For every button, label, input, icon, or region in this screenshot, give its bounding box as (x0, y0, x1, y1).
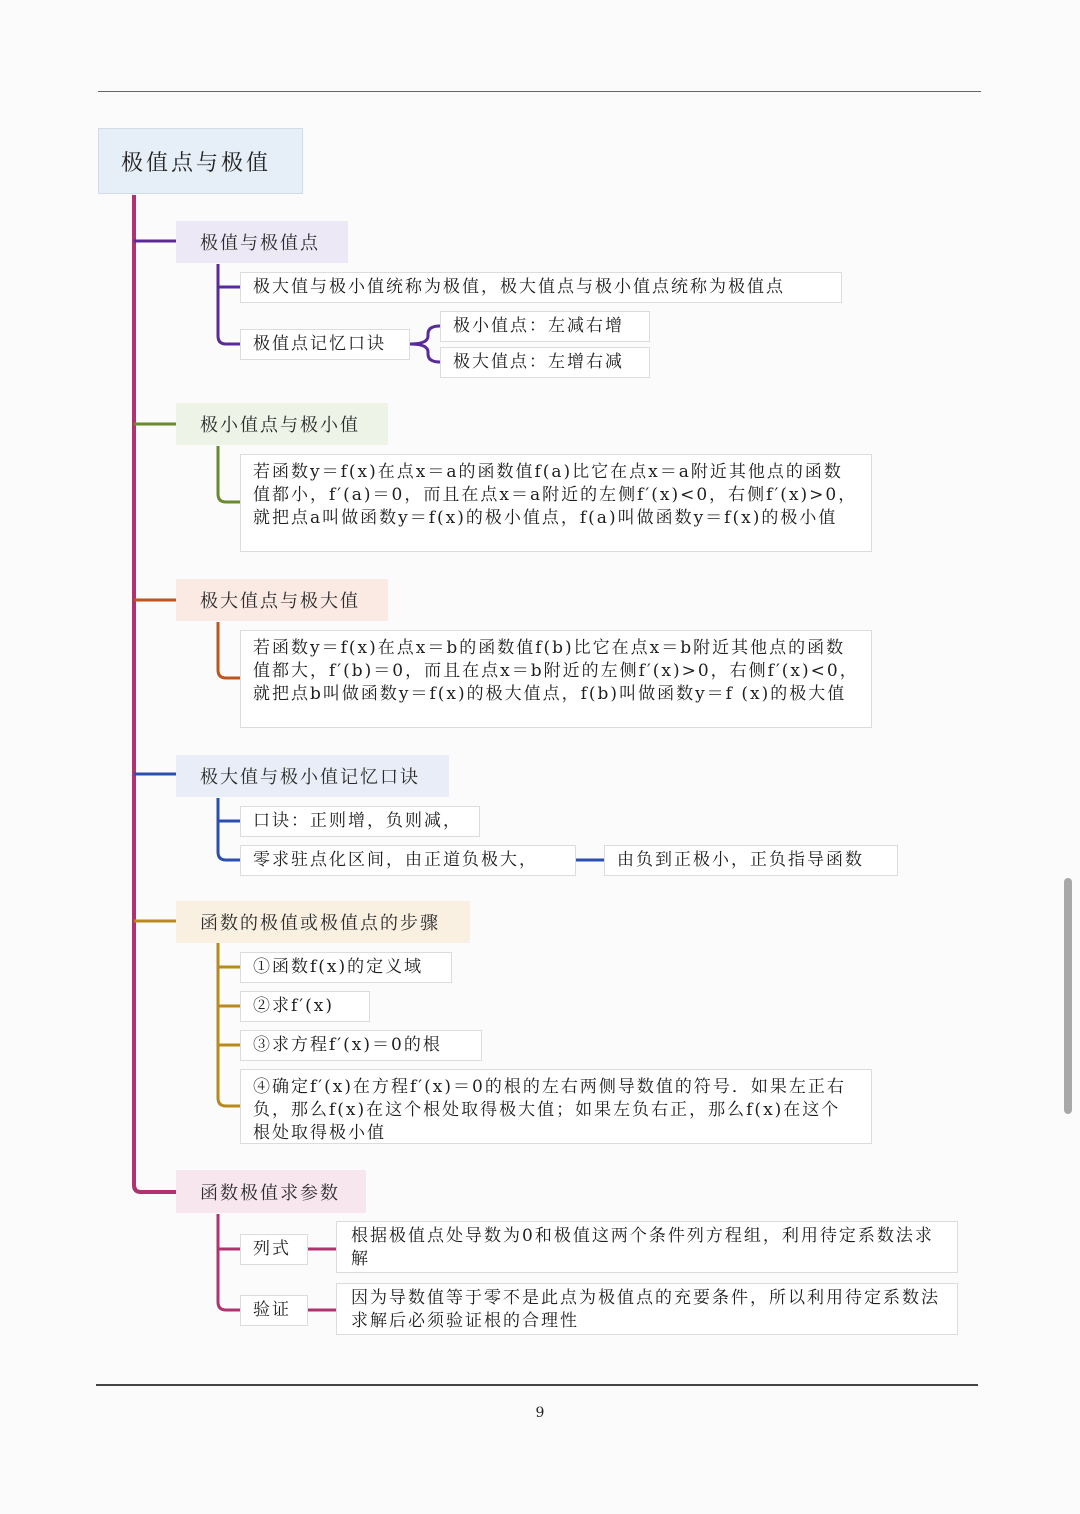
topic-extrema-and-points: 极值与极值点 (176, 221, 348, 263)
topic-steps: 函数的极值或极值点的步骤 (176, 901, 470, 943)
topic-find-parameters: 函数极值求参数 (176, 1170, 366, 1213)
row-label-equation: 列式 (240, 1234, 308, 1265)
mnemonic-max-point: 极大值点：左增右减 (440, 347, 650, 378)
definition-minimum: 若函数y＝f(x)在点x＝a的函数值f(a)比它在点x＝a附近其他点的函数值都小，f′(a)＝0，而且在点x＝a附近的左侧f′(x)<0，右侧f′(x)>0，就把点a叫做函数y＝f(x)的极小值点，f(a)叫做函数y＝f(x)的极小值 (240, 454, 872, 552)
definition-maximum: 若函数y＝f(x)在点x＝b的函数值f(b)比它在点x＝b附近其他点的函数值都大，f′(b)＝0，而且在点x＝b附近的左侧f′(x)>0，右侧f′(x)<0，就把点b叫做函数y＝f(x)的极大值点，f(b)叫做函数y＝f (x)的极大值 (240, 630, 872, 728)
rhyme-line-3: 由负到正极小，正负指导函数 (604, 845, 898, 876)
definition-extrema: 极大值与极小值统称为极值，极大值点与极小值点统称为极值点 (240, 272, 842, 303)
step-3: ③求方程f′(x)＝0的根 (240, 1030, 482, 1061)
row-text-equation: 根据极值点处导数为0和极值这两个条件列方程组，利用待定系数法求解 (336, 1221, 958, 1273)
vertical-scrollbar[interactable] (1064, 878, 1072, 1114)
mnemonic-min-point: 极小值点：左减右增 (440, 311, 650, 342)
row-label-verify: 验证 (240, 1295, 308, 1326)
mnemonic-label: 极值点记忆口诀 (240, 329, 410, 360)
topic-minimum: 极小值点与极小值 (176, 403, 388, 445)
page-number: 9 (535, 1405, 545, 1421)
root-topic: 极值点与极值 (98, 128, 303, 194)
step-2: ②求f′(x) (240, 991, 370, 1022)
topic-memory-rhyme: 极大值与极小值记忆口诀 (176, 755, 449, 797)
step-4: ④确定f′(x)在方程f′(x)＝0的根的左右两侧导数值的符号．如果左正右负，那么f(x)在这个根处取得极大值；如果左负右正，那么f(x)在这个根处取得极小值 (240, 1069, 872, 1144)
step-1: ①函数f(x)的定义域 (240, 952, 452, 983)
topic-maximum: 极大值点与极大值 (176, 579, 388, 621)
row-text-verify: 因为导数值等于零不是此点为极值点的充要条件，所以利用待定系数法求解后必须验证根的合理性 (336, 1283, 958, 1335)
rhyme-line-1: 口诀：正则增，负则减， (240, 806, 480, 837)
rhyme-line-2: 零求驻点化区间，由正道负极大， (240, 845, 576, 876)
